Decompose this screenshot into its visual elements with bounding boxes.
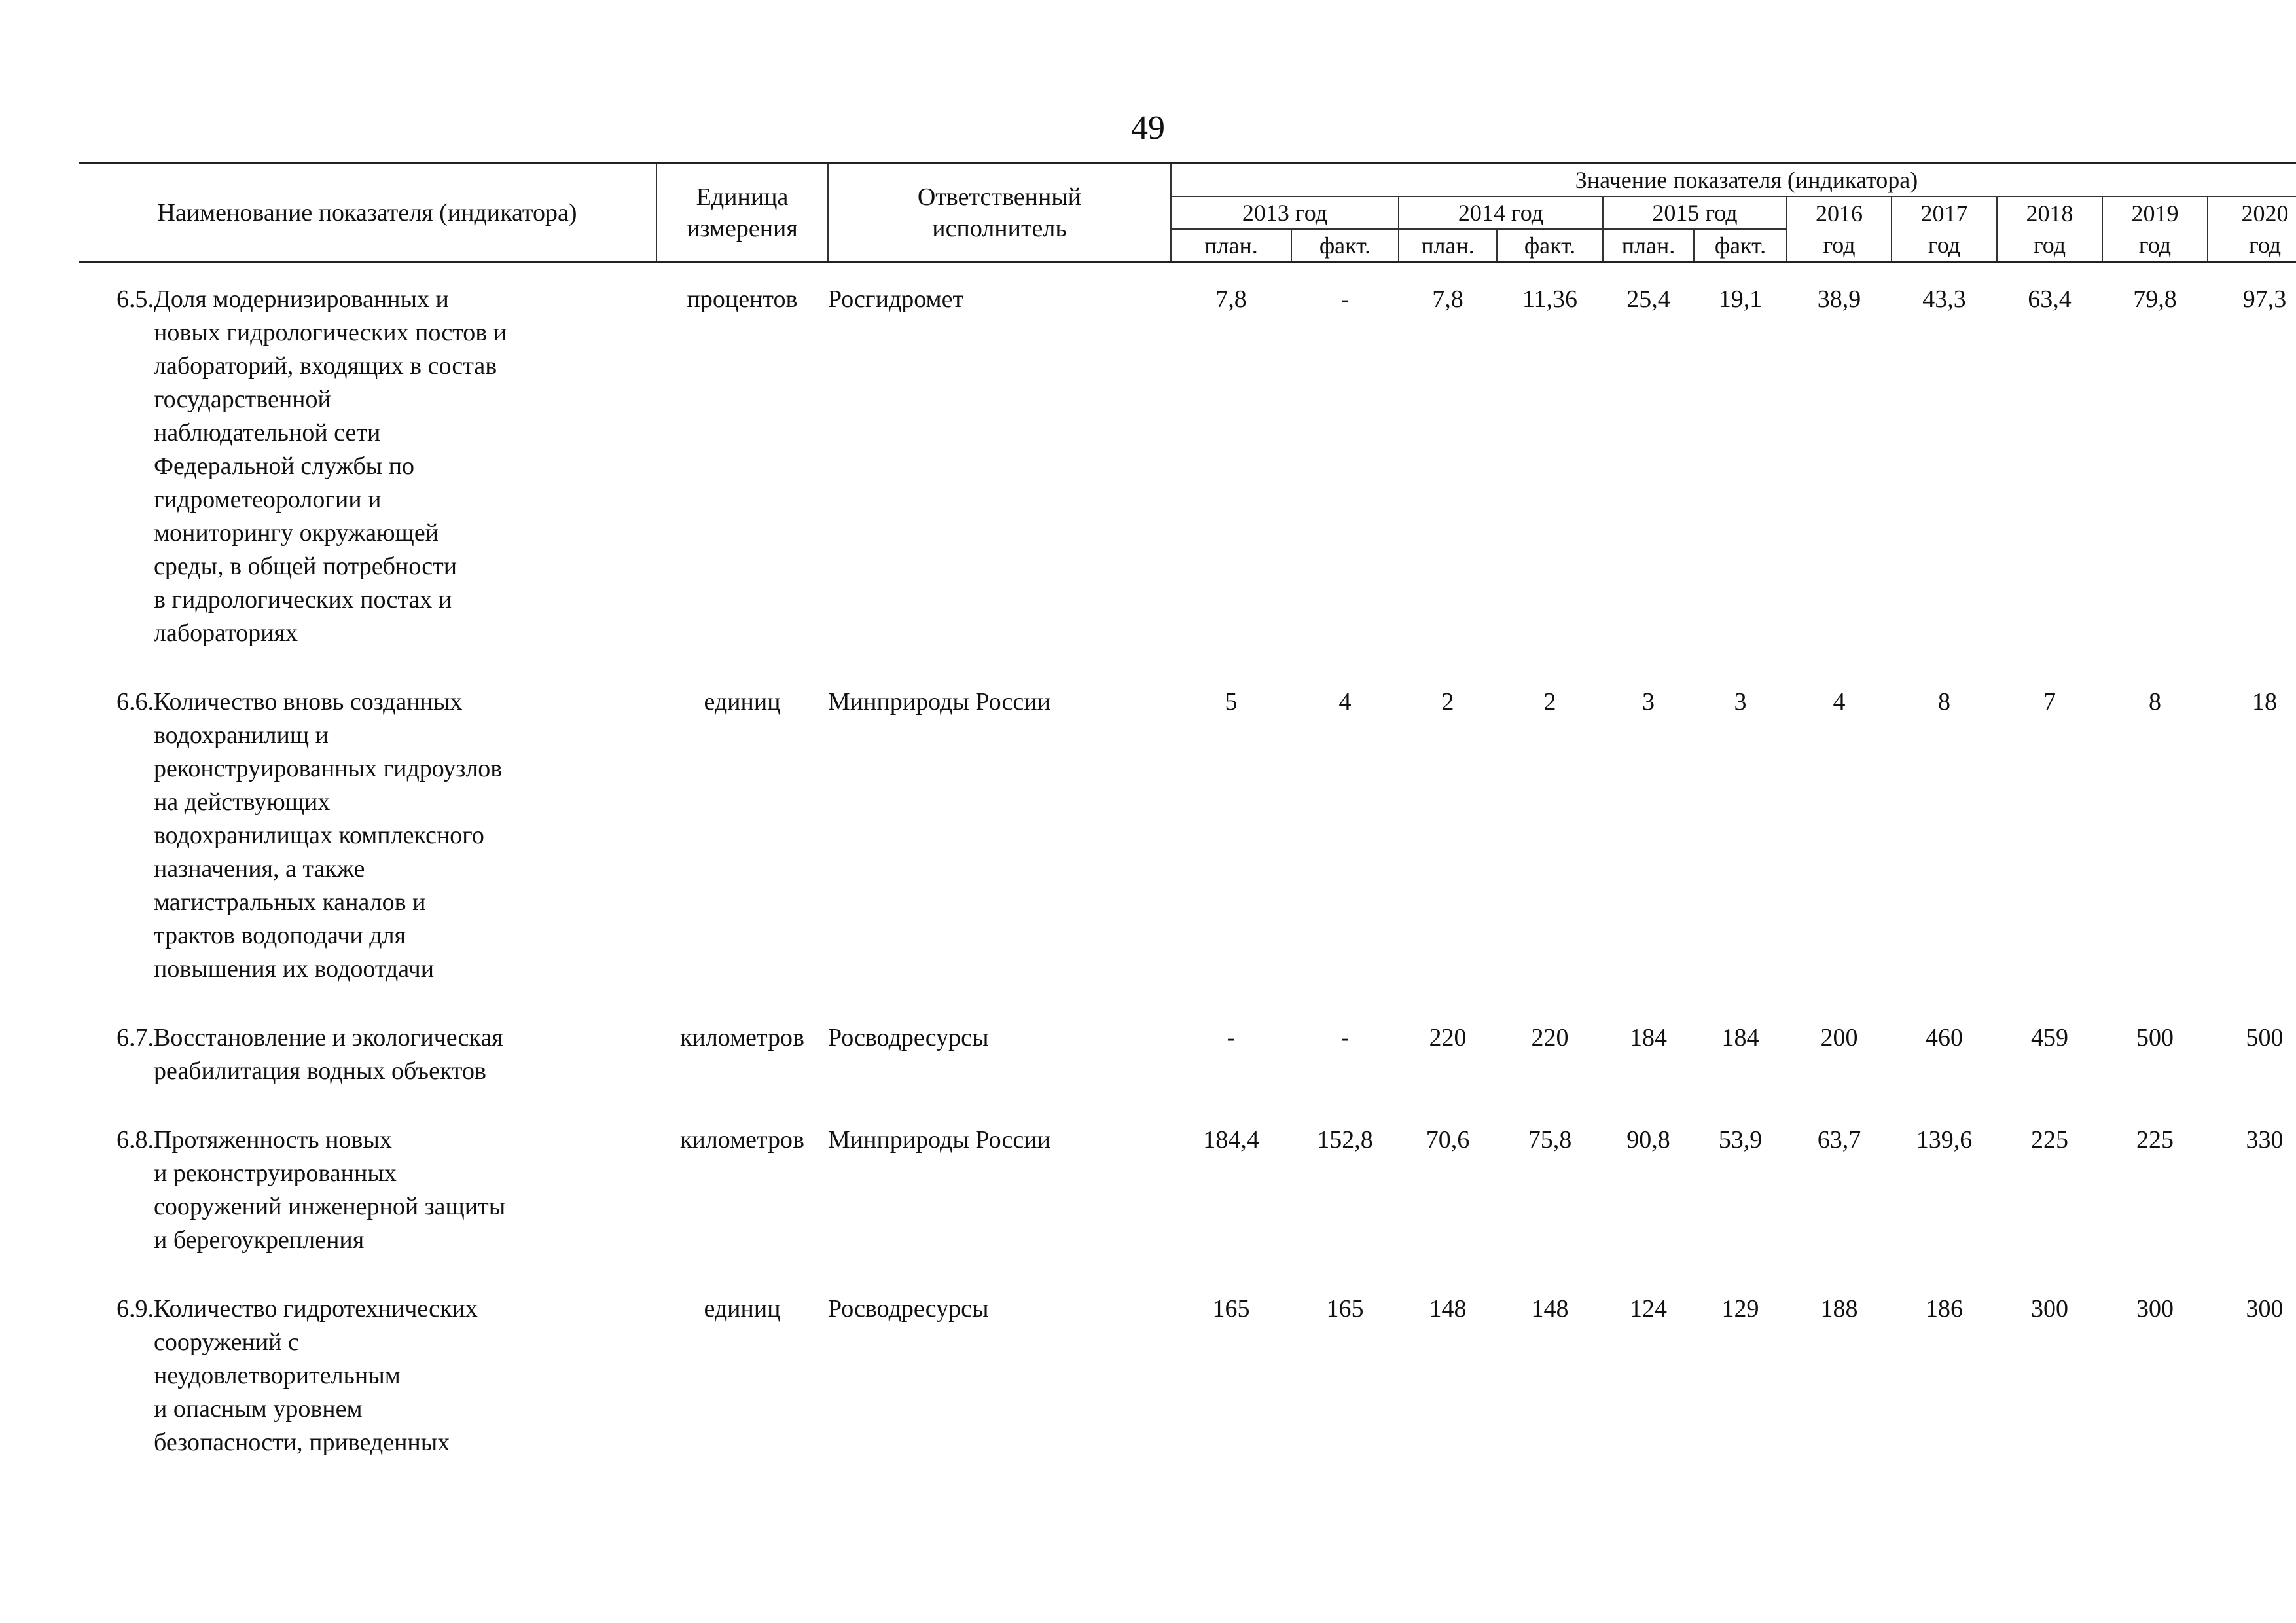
value-2013-fact: 165 (1326, 1295, 1364, 1322)
executor: Росводресурсы (828, 1024, 989, 1051)
value-2014-fact: 11,36 (1522, 285, 1578, 313)
row-number: 6.5. (117, 285, 154, 313)
value-2015-fact: 3 (1734, 688, 1747, 716)
value-2020: 97,3 (2242, 285, 2287, 313)
value-2020: 300 (2246, 1295, 2284, 1322)
value-2016: 4 (1833, 688, 1846, 716)
value-2017: 139,6 (1916, 1126, 1973, 1154)
value-2015-fact: 53,9 (1718, 1126, 1763, 1154)
header-year-2017: 2017 год (1892, 196, 1997, 263)
table-row (79, 1123, 2296, 1292)
header-year-2019: 2019 год (2102, 196, 2208, 263)
value-2013-plan: - (1227, 1024, 1236, 1051)
executor: Минприроды России (828, 1126, 1050, 1154)
value-2015-plan: 3 (1642, 688, 1655, 716)
value-2014-plan: 7,8 (1432, 285, 1463, 313)
header-fact-2013: факт. (1291, 229, 1399, 263)
header-plan-2015: план. (1603, 229, 1694, 263)
value-2016: 188 (1820, 1295, 1858, 1322)
value-2014-fact: 2 (1543, 688, 1556, 716)
executor: Росгидромет (828, 285, 964, 313)
indicator-name: Количество вновь созданных водохранилищ и реконструированных гидроузлов на действующих водохранилищах комплексного назначения, а также магистральных каналов и трактов водоподачи для повышения их водоотдачи (154, 688, 503, 983)
value-2013-plan: 5 (1225, 688, 1238, 716)
value-2016: 200 (1820, 1024, 1858, 1051)
header-year-2013: 2013 год (1171, 196, 1399, 229)
value-2014-plan: 2 (1441, 688, 1454, 716)
header-executor: Ответственный исполнитель (828, 164, 1171, 263)
value-2020: 500 (2246, 1024, 2284, 1051)
value-2017: 186 (1926, 1295, 1963, 1322)
table-row (79, 685, 2296, 1021)
value-2013-plan: 184,4 (1203, 1126, 1259, 1154)
value-2017: 8 (1938, 688, 1950, 716)
value-2014-plan: 148 (1429, 1295, 1467, 1322)
table-row (79, 1292, 2296, 1495)
header-unit: Единица измерения (656, 164, 828, 263)
row-number: 6.8. (117, 1126, 154, 1154)
value-2014-fact: 148 (1531, 1295, 1569, 1322)
value-2013-fact: - (1340, 285, 1350, 313)
value-2019: 79,8 (2133, 285, 2177, 313)
value-2020: 18 (2252, 688, 2278, 716)
unit: единиц (704, 688, 781, 716)
header-year-2015: 2015 год (1603, 196, 1787, 229)
value-2016: 38,9 (1817, 285, 1861, 313)
indicator-name: Доля модернизированных и новых гидрологических постов и лабораторий, входящих в состав государственной наблюдательной сети Федеральной службы по гидрометеорологии и мониторингу окружающей среды, в общей потребности в гидрологических постах и лабораториях (154, 285, 507, 647)
value-2015-fact: 184 (1721, 1024, 1759, 1051)
table-row (79, 1021, 2296, 1123)
table-row (79, 283, 2296, 685)
indicators-table (79, 162, 2296, 1495)
value-2013-plan: 165 (1212, 1295, 1250, 1322)
value-2014-fact: 75,8 (1528, 1126, 1572, 1154)
page-number: 49 (1131, 109, 1165, 147)
header-values: Значение показателя (индикатора) (1171, 164, 2296, 197)
value-2013-fact: 4 (1338, 688, 1352, 716)
value-2018: 300 (2031, 1295, 2068, 1322)
unit: километров (680, 1126, 804, 1154)
value-2014-plan: 220 (1429, 1024, 1467, 1051)
header-fact-2014: факт. (1497, 229, 1603, 263)
header-fact-2015: факт. (1694, 229, 1787, 263)
value-2018: 7 (2043, 688, 2056, 716)
header-year-2014: 2014 год (1399, 196, 1603, 229)
value-2013-plan: 7,8 (1215, 285, 1247, 313)
row-number: 6.9. (117, 1295, 154, 1322)
value-2014-fact: 220 (1531, 1024, 1569, 1051)
value-2018: 225 (2031, 1126, 2068, 1154)
value-2018: 63,4 (2028, 285, 2072, 313)
value-2015-plan: 184 (1630, 1024, 1667, 1051)
value-2015-plan: 124 (1630, 1295, 1667, 1322)
value-2016: 63,7 (1817, 1126, 1861, 1154)
indicator-name: Протяженность новых и реконструированных сооружений инженерной защиты и берегоукрепления (154, 1126, 506, 1254)
indicator-name: Количество гидротехнических сооружений с неудовлетворительным и опасным уровнем безопасности, приведенных (154, 1295, 478, 1456)
header-year-2020: 2020 год (2208, 196, 2296, 263)
header-plan-2014: план. (1399, 229, 1497, 263)
header-plan-2013: план. (1171, 229, 1291, 263)
value-2015-fact: 129 (1721, 1295, 1759, 1322)
value-2019: 225 (2136, 1126, 2174, 1154)
header-year-2018: 2018 год (1997, 196, 2102, 263)
value-2015-fact: 19,1 (1718, 285, 1763, 313)
executor: Росводресурсы (828, 1295, 989, 1322)
unit: процентов (687, 285, 798, 313)
value-2019: 8 (2149, 688, 2161, 716)
value-2018: 459 (2031, 1024, 2068, 1051)
unit: километров (680, 1024, 804, 1051)
value-2019: 500 (2136, 1024, 2174, 1051)
value-2019: 300 (2136, 1295, 2174, 1322)
row-number: 6.7. (117, 1024, 154, 1051)
value-2015-plan: 90,8 (1626, 1126, 1670, 1154)
header-year-2016: 2016 год (1787, 196, 1892, 263)
executor: Минприроды России (828, 688, 1050, 716)
value-2017: 460 (1926, 1024, 1963, 1051)
value-2015-plan: 25,4 (1626, 285, 1670, 313)
unit: единиц (704, 1295, 781, 1322)
value-2014-plan: 70,6 (1426, 1126, 1470, 1154)
value-2020: 330 (2246, 1126, 2284, 1154)
header-name: Наименование показателя (индикатора) (79, 164, 656, 263)
value-2013-fact: - (1340, 1024, 1350, 1051)
row-number: 6.6. (117, 688, 154, 716)
value-2017: 43,3 (1922, 285, 1966, 313)
value-2013-fact: 152,8 (1317, 1126, 1373, 1154)
indicator-name: Восстановление и экологическая реабилитация водных объектов (154, 1024, 503, 1085)
